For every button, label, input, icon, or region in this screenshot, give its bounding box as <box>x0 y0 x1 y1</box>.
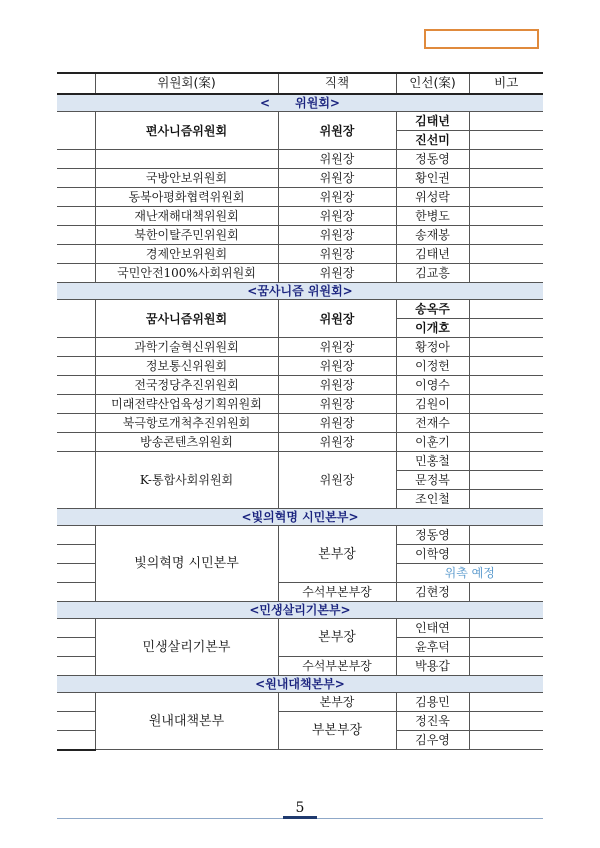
table-row: 국방안보위원회 위원장 황인권 <box>57 169 543 188</box>
person: 박용갑 <box>396 657 469 676</box>
position: 위원장 <box>278 112 396 150</box>
table-row: 위원장 정동영 <box>57 150 543 169</box>
person: 민홍철 <box>396 452 469 471</box>
table-row: 재난재해대책위원회 위원장 한병도 <box>57 207 543 226</box>
table-row: 전국정당추진위원회 위원장 이영수 <box>57 376 543 395</box>
table-row: 북한이탈주민위원회 위원장 송재봉 <box>57 226 543 245</box>
appointment-note: 위촉 예정 <box>396 564 543 583</box>
position: 수석부본부장 <box>278 657 396 676</box>
person: 이개호 <box>396 319 469 338</box>
section-header-4: <민생살리기본부> <box>57 602 543 619</box>
committee-name: 민생살리기본부 <box>95 619 278 676</box>
position: 위원장 <box>278 300 396 338</box>
position: 본부장 <box>278 526 396 583</box>
col-appointee: 인선(案) <box>396 73 469 94</box>
orange-outline-box <box>424 29 539 49</box>
col-note: 비고 <box>469 73 543 94</box>
col-committee: 위원회(案) <box>95 73 278 94</box>
person: 김우영 <box>396 731 469 750</box>
page-number: 5 <box>295 800 305 816</box>
person: 김용민 <box>396 693 469 712</box>
person: 김현정 <box>396 583 469 602</box>
footer-accent-bar <box>283 816 317 819</box>
table-row: 경제안보위원회 위원장 김태년 <box>57 245 543 264</box>
table-row: 국민안전100%사회위원회 위원장 김교흥 <box>57 264 543 283</box>
person: 문정복 <box>396 471 469 490</box>
position: 위원장 <box>278 452 396 509</box>
committee-name: K-통합사회위원회 <box>95 452 278 509</box>
section-header-3: <빛의혁명 시민본부> <box>57 509 543 526</box>
person: 윤후덕 <box>396 638 469 657</box>
committee-table <box>57 72 543 751</box>
committee-name: 편사니즘위원회 <box>95 112 278 150</box>
committee-name: 빛의혁명 시민본부 <box>95 526 278 602</box>
section-header-5: <원내대책본부> <box>57 676 543 693</box>
position: 수석부본부장 <box>278 583 396 602</box>
person: 정동영 <box>396 526 469 545</box>
committee-name: 원내대책본부 <box>95 693 278 750</box>
person: 이학영 <box>396 545 469 564</box>
person: 송옥주 <box>396 300 469 319</box>
table-row: 동북아평화협력위원회 위원장 위성락 <box>57 188 543 207</box>
position: 부본부장 <box>278 712 396 750</box>
person: 김태년 <box>396 112 469 131</box>
table-row: 방송콘텐츠위원회 위원장 이훈기 <box>57 433 543 452</box>
person: 정진욱 <box>396 712 469 731</box>
person: 진선미 <box>396 131 469 150</box>
header-row <box>57 73 543 94</box>
position: 본부장 <box>278 693 396 712</box>
committee-name: 꿈사니즘위원회 <box>95 300 278 338</box>
table-row: 과학기술혁신위원회 위원장 황정아 <box>57 338 543 357</box>
section-header-2: <꿈사니즘 위원회> <box>57 283 543 300</box>
person: 인태연 <box>396 619 469 638</box>
table-row: 북극항로개척추진위원회 위원장 전재수 <box>57 414 543 433</box>
position: 본부장 <box>278 619 396 657</box>
col-position: 직책 <box>278 73 396 94</box>
person: 조인철 <box>396 490 469 509</box>
section-header-1: < 위원회> <box>57 94 543 112</box>
table-row: 미래전략산업육성기획위원회 위원장 김원이 <box>57 395 543 414</box>
table-row: 정보통신위원회 위원장 이정헌 <box>57 357 543 376</box>
